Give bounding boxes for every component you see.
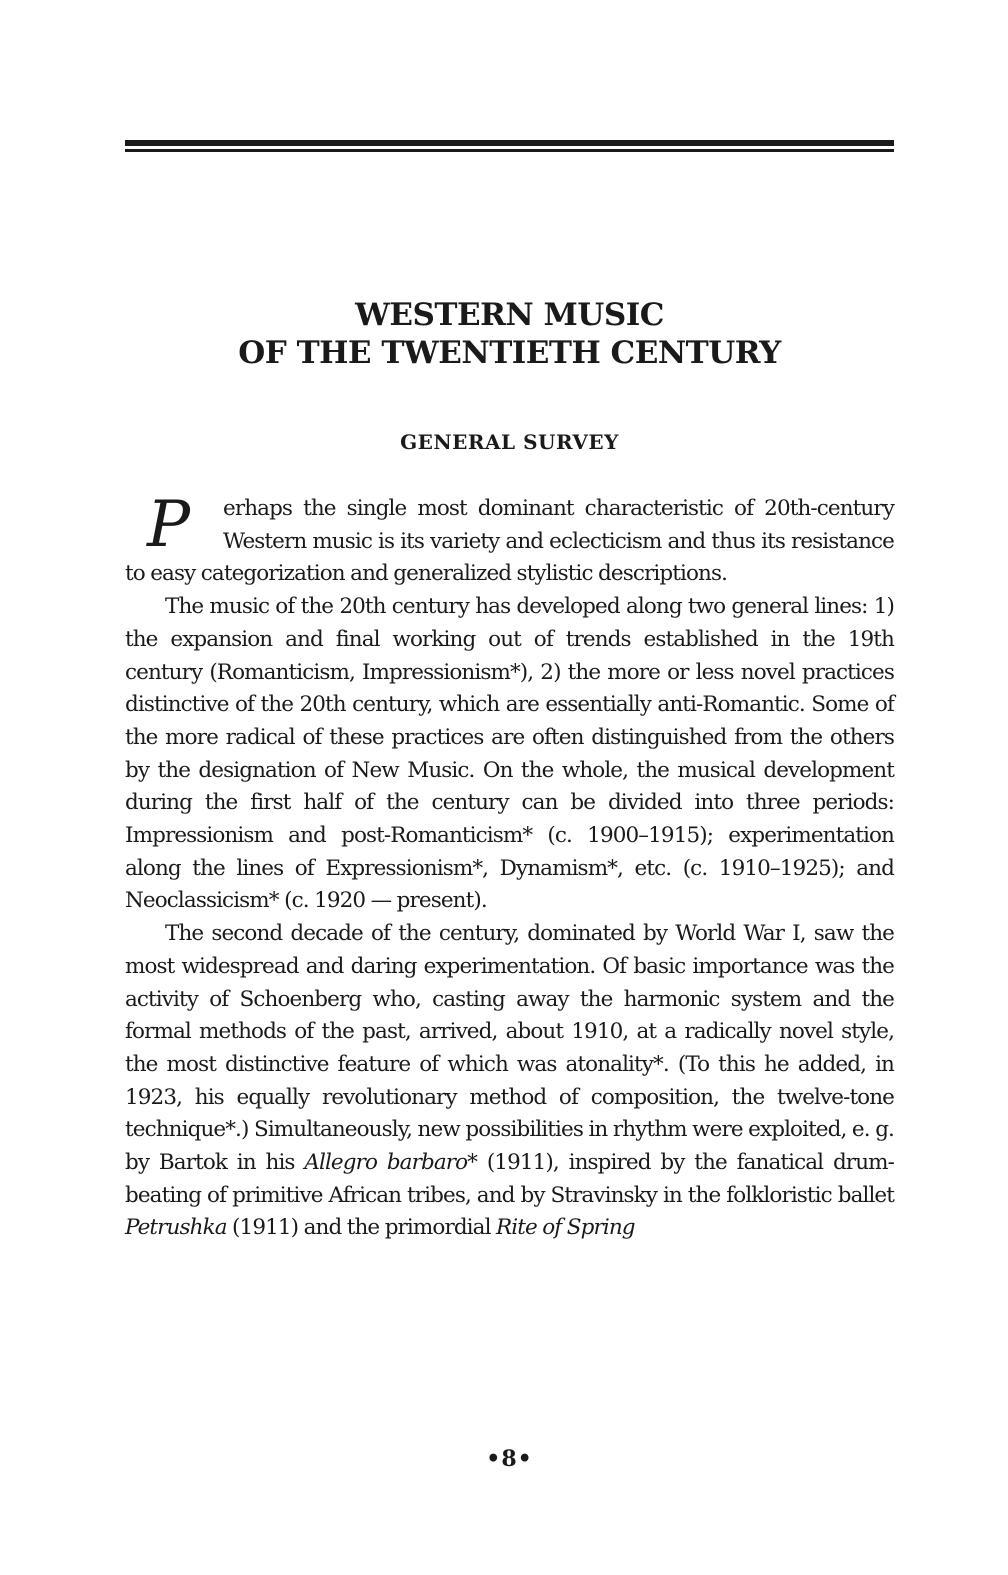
work-title-petrushka: Petrushka	[125, 1215, 227, 1241]
header-rule-thin	[125, 149, 894, 152]
page-number: •8•	[486, 1446, 533, 1472]
paragraph-3-text-a: The second decade of the century, dominated by World War I, saw the most widespread and daring experimentation. Of basic importance was the activity of Schoenberg who, casting away the harmonic system and the formal methods of the past, arrived, about 1910, at a radically novel style, the most distinctive feature of which was atonality*. (To this he added, in 1923, his equally revolutionary method of composition, the twelve-tone technique*.) Simultaneously, new possibilities in rhythm were exploited, e. g. by Bartok in his	[125, 921, 894, 1176]
chapter-title-line-1: WESTERN MUSIC	[355, 297, 664, 333]
chapter-title-line-2: OF THE TWENTIETH CENTURY	[238, 335, 781, 371]
paragraph-1-text: erhaps the single most dominant characteristic of 20th-century Western music is its variety and eclecticism and thus its resistance to easy categorization and generalized stylistic descriptions.	[125, 496, 894, 587]
paragraph-3-text-b: (1911), inspired by the fanatical drum-beating of primitive African tribes, and by Stravinsky in the folkloristic ballet	[125, 1150, 894, 1208]
paragraph-3-text-c: (1911) and the primordial	[226, 1215, 496, 1241]
chapter-title	[125, 296, 894, 372]
body-text	[125, 488, 894, 1245]
paragraph-2: The music of the 20th century has developed along two general lines: 1) the expansion and final working out of trends established in the 19th century (Romanticism, Impressionism*), 2) the more or less novel practices distinctive of the 20th century, which are essentially anti-Romantic. Some of the more radical of these practices are often distinguished from the others by the designation of New Music. On the whole, the musical development during the first half of the century can be divided into three periods: Impressionism and post-Romanticism* (c. 1900–1915); experimentation along the lines of Expressionism*, Dynamism*, etc. (c. 1910–1925); and Neoclassicism* (c. 1920 — present).	[125, 594, 894, 914]
work-title-rite-of-spring: Rite of Spring	[496, 1215, 635, 1241]
paragraph-3	[125, 918, 894, 1245]
header-rule-thick	[125, 140, 894, 146]
section-title: GENERAL SURVEY	[400, 430, 619, 454]
drop-cap: P	[147, 488, 190, 562]
work-title-allegro-barbaro: Allegro barbaro*	[304, 1150, 478, 1176]
paragraph-1	[125, 488, 894, 591]
